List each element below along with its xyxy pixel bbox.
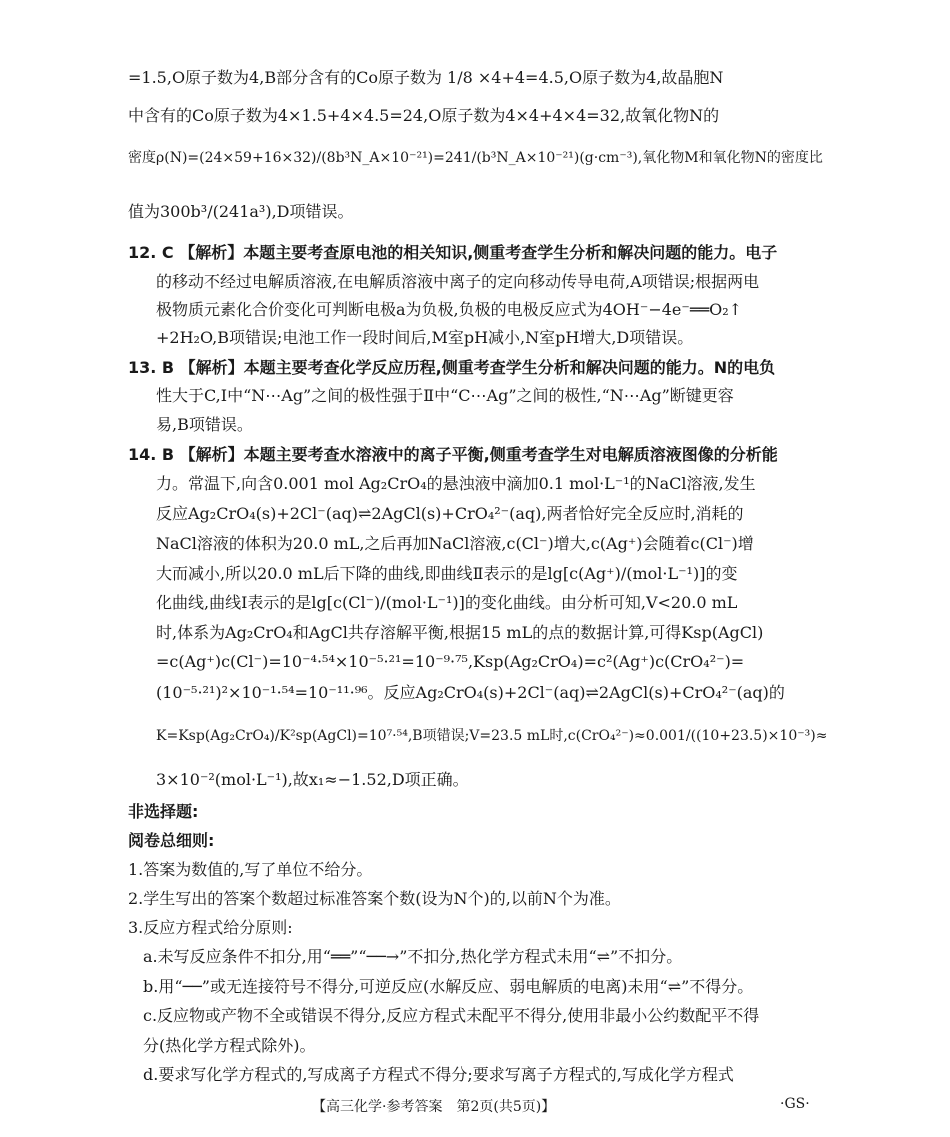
text-line: 极物质元素化合价变化可判断电极a为负极,负极的电极反应式为4OH⁻−4e⁻══O₂↑ xyxy=(156,300,743,319)
text-line: 值为300b³/(241a³),D项错误。 xyxy=(128,202,354,221)
text-line: 易,B项错误。 xyxy=(156,415,253,434)
text-line: 中含有的Co原子数为4×1.5+4×4.5=24,O原子数为4×4+4×4=32,故氧化物N的 xyxy=(128,106,720,125)
text-line: 力。常温下,向含0.001 mol Ag₂CrO₄的悬浊液中滴加0.1 mol·L⁻¹的NaCl溶液,发生 xyxy=(156,474,756,493)
text-line: +2H₂O,B项错误;电池工作一段时间后,M室pH减小,N室pH增大,D项错误。 xyxy=(156,328,694,347)
rule-subitem: 分(热化学方程式除外)。 xyxy=(143,1036,316,1055)
q12-heading: 12. C 【解析】本题主要考查原电池的相关知识,侧重考查学生分析和解决问题的能力。电子 xyxy=(128,243,778,262)
text-line: 化曲线,曲线Ⅰ表示的是lg[c(Cl⁻)/(mol·L⁻¹)]的变化曲线。由分析可知,V<20.0 mL xyxy=(156,593,738,612)
rule-item: 3.反应方程式给分原则: xyxy=(128,918,293,937)
text-line: =c(Ag⁺)c(Cl⁻)=10⁻⁴·⁵⁴×10⁻⁵·²¹=10⁻⁹·⁷⁵,Ksp(Ag₂CrO₄)=c²(Ag⁺)c(CrO₄²⁻)= xyxy=(156,652,745,671)
text-line: 时,体系为Ag₂CrO₄和AgCl共存溶解平衡,根据15 mL的点的数据计算,可得Ksp(AgCl) xyxy=(156,623,764,642)
section-heading: 非选择题: xyxy=(128,802,199,821)
footer-mark: ·GS· xyxy=(780,1096,810,1112)
text-line: 反应Ag₂CrO₄(s)+2Cl⁻(aq)⇌2AgCl(s)+CrO₄²⁻(aq),两者恰好完全反应时,消耗的 xyxy=(156,504,744,523)
rule-subitem: d.要求写化学方程式的,写成离子方程式不得分;要求写离子方程式的,写成化学方程式 xyxy=(143,1065,734,1084)
text-line: K=Ksp(Ag₂CrO₄)/K²sp(AgCl)=10⁷·⁵⁴,B项错误;V=23.5 mL时,c(CrO₄²⁻)≈0.001/((10+23.5)×10⁻³)≈ xyxy=(156,728,828,744)
text-line: 的移动不经过电解质溶液,在电解质溶液中离子的定向移动传导电荷,A项错误;根据两电 xyxy=(156,272,760,291)
rule-subitem: b.用“──”或无连接符号不得分,可逆反应(水解反应、弱电解质的电离)未用“⇌”不得分。 xyxy=(143,977,754,996)
text-line: 密度ρ(N)=(24×59+16×32)/(8b³N_A×10⁻²¹)=241/(b³N_A×10⁻²¹)(g·cm⁻³),氧化物M和氧化物N的密度比 xyxy=(128,150,823,166)
rule-subitem: c.反应物或产物不全或错误不得分,反应方程式未配平不得分,使用非最小公约数配平不得 xyxy=(143,1006,760,1025)
section-heading: 阅卷总细则: xyxy=(128,831,215,850)
q13-heading: 13. B 【解析】本题主要考查化学反应历程,侧重考查学生分析和解决问题的能力。N的电负 xyxy=(128,358,776,377)
text-line: (10⁻⁵·²¹)²×10⁻¹·⁵⁴=10⁻¹¹·⁹⁶。反应Ag₂CrO₄(s)+2Cl⁻(aq)⇌2AgCl(s)+CrO₄²⁻(aq)的 xyxy=(156,683,785,702)
text-line: =1.5,O原子数为4,B部分含有的Co原子数为 1/8 ×4+4=4.5,O原子数为4,故晶胞N xyxy=(128,68,724,87)
q14-heading: 14. B 【解析】本题主要考查水溶液中的离子平衡,侧重考查学生对电解质溶液图像的分析能 xyxy=(128,445,778,464)
footer-page-info: 【高三化学·参考答案 第2页(共5页)】 xyxy=(312,1099,556,1115)
text-line: 3×10⁻²(mol·L⁻¹),故x₁≈−1.52,D项正确。 xyxy=(156,770,469,789)
rule-item: 2.学生写出的答案个数超过标准答案个数(设为N个)的,以前N个为准。 xyxy=(128,889,621,908)
text-line: 性大于C,Ⅰ中“N⋯Ag”之间的极性强于Ⅱ中“C⋯Ag”之间的极性,“N⋯Ag”断键更容 xyxy=(156,386,734,405)
rule-subitem: a.未写反应条件不扣分,用“══”“──→”不扣分,热化学方程式未用“⇌”不扣分。 xyxy=(143,947,683,966)
text-line: NaCl溶液的体积为20.0 mL,之后再加NaCl溶液,c(Cl⁻)增大,c(Ag⁺)会随着c(Cl⁻)增 xyxy=(156,534,754,553)
text-line: 大而减小,所以20.0 mL后下降的曲线,即曲线Ⅱ表示的是lg[c(Ag⁺)/(mol·L⁻¹)]的变 xyxy=(156,564,738,583)
rule-item: 1.答案为数值的,写了单位不给分。 xyxy=(128,860,373,879)
